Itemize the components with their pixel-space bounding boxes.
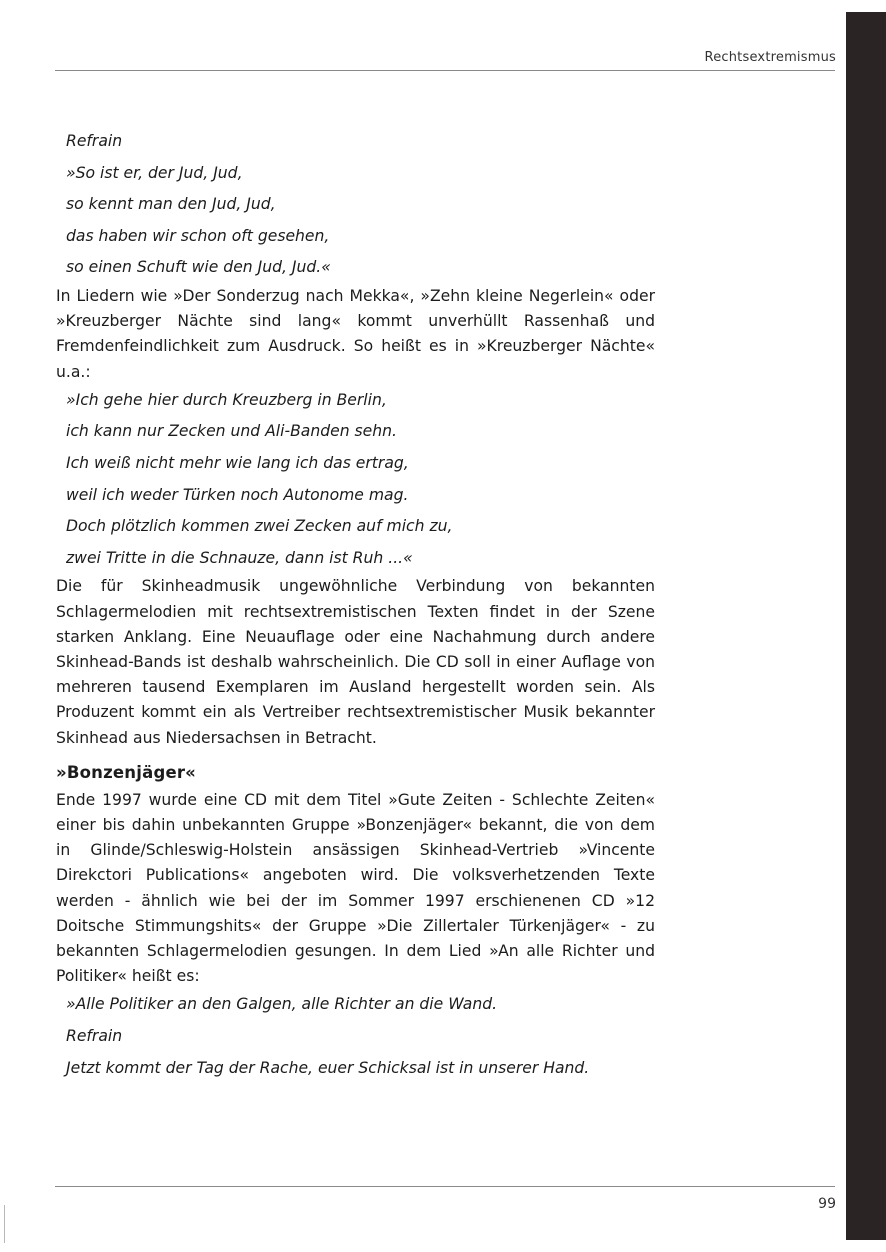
verse-line: ich kann nur Zecken und Ali-Banden sehn. (66, 422, 397, 441)
verse-line: »Alle Politiker an den Galgen, alle Richter an die Wand. (66, 995, 498, 1014)
verse-line: Refrain (66, 1026, 123, 1045)
verse-line: zwei Tritte in die Schnauze, dann ist Ruh ...« (66, 548, 413, 567)
page-number: 99 (818, 1196, 836, 1212)
verse-line: »Ich gehe hier durch Kreuzberg in Berlin, (66, 390, 387, 409)
page-edge-bar (846, 12, 886, 1240)
footer-rule (55, 1186, 835, 1187)
verse-line: so einen Schuft wie den Jud, Jud.« (66, 258, 331, 277)
scan-margin-mark (4, 1205, 13, 1243)
verse-line: Ich weiß nicht mehr wie lang ich das ertrag, (66, 453, 409, 472)
running-header: Rechtsextremismus (704, 50, 836, 65)
verse-line: Refrain (66, 132, 123, 150)
section-heading: »Bonzenjäger« (56, 762, 197, 782)
header-rule (55, 70, 835, 71)
verse-line: weil ich weder Türken noch Autonome mag. (66, 485, 409, 504)
paragraph-3: Ende 1997 wurde eine CD mit dem Titel »Gute Zeiten - Schlechte Zeiten« einer bis dahin unbekannten Gruppe »Bonzenjäger« bekannt, die von dem in Glinde/Schleswig-Holstein ansässigen Skinhead-Vertrieb »Vincente Direkctori Publications« angeboten wird. Die volksverhetzenden Texte werden - ähnlich wie bei der im Sommer 1997 erschienenen CD »12 Doitsche Stimmungshits« der Gruppe »Die Zillertaler Türkenjäger« - zu bekannten Schlagermelodien gesungen. In dem Lied »An alle Richter und Politiker« heißt es: (56, 790, 655, 986)
verse-line: Jetzt kommt der Tag der Rache, euer Schicksal ist in unserer Hand. (66, 1058, 590, 1077)
verse-line: so kennt man den Jud, Jud, (66, 195, 276, 214)
verse-line: das haben wir schon oft gesehen, (66, 226, 330, 245)
verse-block-2 (56, 385, 655, 575)
verse-line: »So ist er, der Jud, Jud, (66, 163, 243, 182)
verse-block-3 (56, 989, 655, 1084)
verse-line: Doch plötzlich kommen zwei Zecken auf mich zu, (66, 517, 453, 536)
verse-block-1 (56, 126, 655, 284)
paragraph-1: In Liedern wie »Der Sonderzug nach Mekka«, »Zehn kleine Negerlein« oder »Kreuzberger Nächte sind lang« kommt unverhüllt Rassenhaß und Fremdenfeindlichkeit zum Ausdruck. So heißt es in »Kreuzberger Nächte« u.a.: (56, 286, 655, 381)
page-body (56, 126, 655, 1084)
paragraph-2: Die für Skinheadmusik ungewöhnliche Verbindung von bekannten Schlagermelodien mit rechtsextremistischen Texten findet in der Szene starken Anklang. Eine Neuauflage oder eine Nachahmung durch andere Skinhead-Bands ist deshalb wahrscheinlich. Die CD soll in einer Auflage von mehreren tausend Exemplaren im Ausland hergestellt worden sein. Als Produzent kommt ein als Vertreiber rechtsextremistischer Musik bekannter Skinhead aus Niedersachsen in Betracht. (56, 577, 655, 747)
